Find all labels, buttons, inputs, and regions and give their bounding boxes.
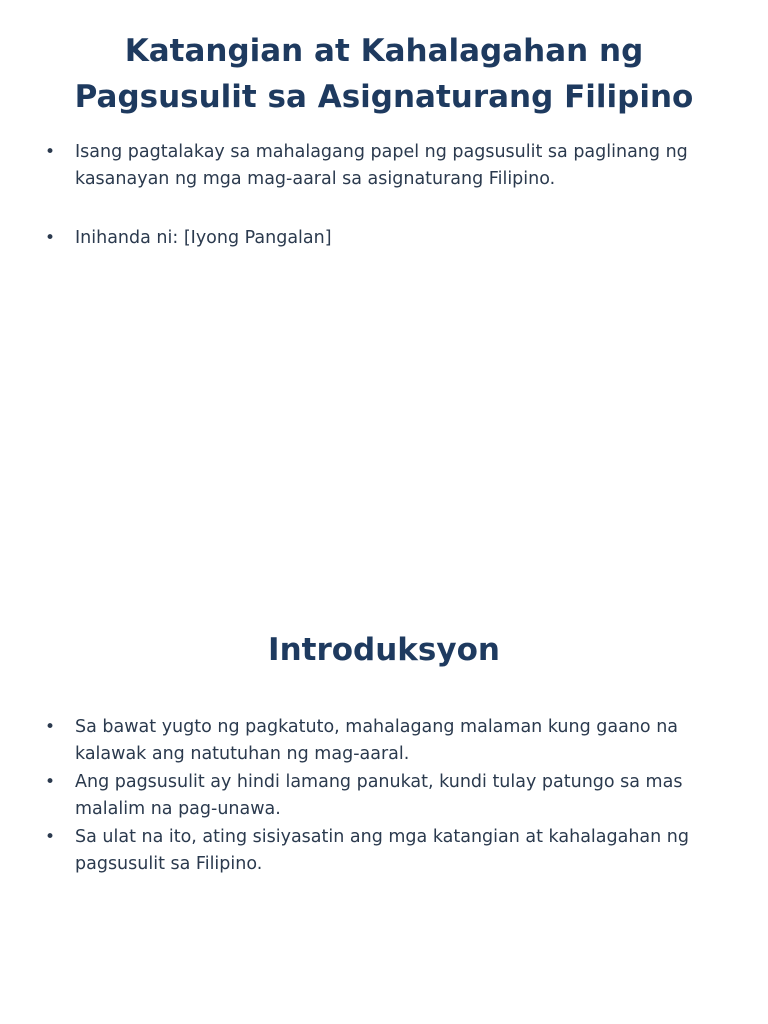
bullet-dot-icon: • xyxy=(45,827,56,847)
bullet-text: Inihanda ni: [Iyong Pangalan] xyxy=(75,228,332,248)
bullet-item xyxy=(44,824,694,878)
slide-introduksyon-bullet-list xyxy=(44,714,694,879)
bullet-dot-icon: • xyxy=(45,772,56,792)
bullet-text: Sa ulat na ito, ating sisiyasatin ang mga katangian at kahalagahan ng pagsusulit sa Filipino. xyxy=(75,827,690,874)
bullet-dot-icon: • xyxy=(45,142,56,162)
slide-title-bullet-list xyxy=(44,139,694,284)
bullet-text: Ang pagsusulit ay hindi lamang panukat, kundi tulay patungo sa mas malalim na pag-unawa. xyxy=(75,772,683,819)
slide-introduksyon-heading: Introduksyon xyxy=(268,632,500,668)
bullet-item xyxy=(44,714,694,768)
slide-introduksyon xyxy=(0,512,768,1024)
bullet-text: Isang pagtalakay sa mahalagang papel ng pagsusulit sa paglinang ng kasanayan ng mga mag-aaral sa asignaturang Filipino. xyxy=(75,142,688,189)
bullet-item xyxy=(44,139,694,193)
bullet-dot-icon: • xyxy=(45,228,56,248)
slide-title-heading: Katangian at Kahalagahan ng Pagsusulit sa Asignaturang Filipino xyxy=(74,33,694,115)
bullet-text: Sa bawat yugto ng pagkatuto, mahalagang malaman kung gaano na kalawak ang natutuhan ng mag-aaral. xyxy=(75,717,679,764)
bullet-item xyxy=(44,769,694,823)
bullet-dot-icon: • xyxy=(45,717,56,737)
bullet-item xyxy=(44,225,694,252)
